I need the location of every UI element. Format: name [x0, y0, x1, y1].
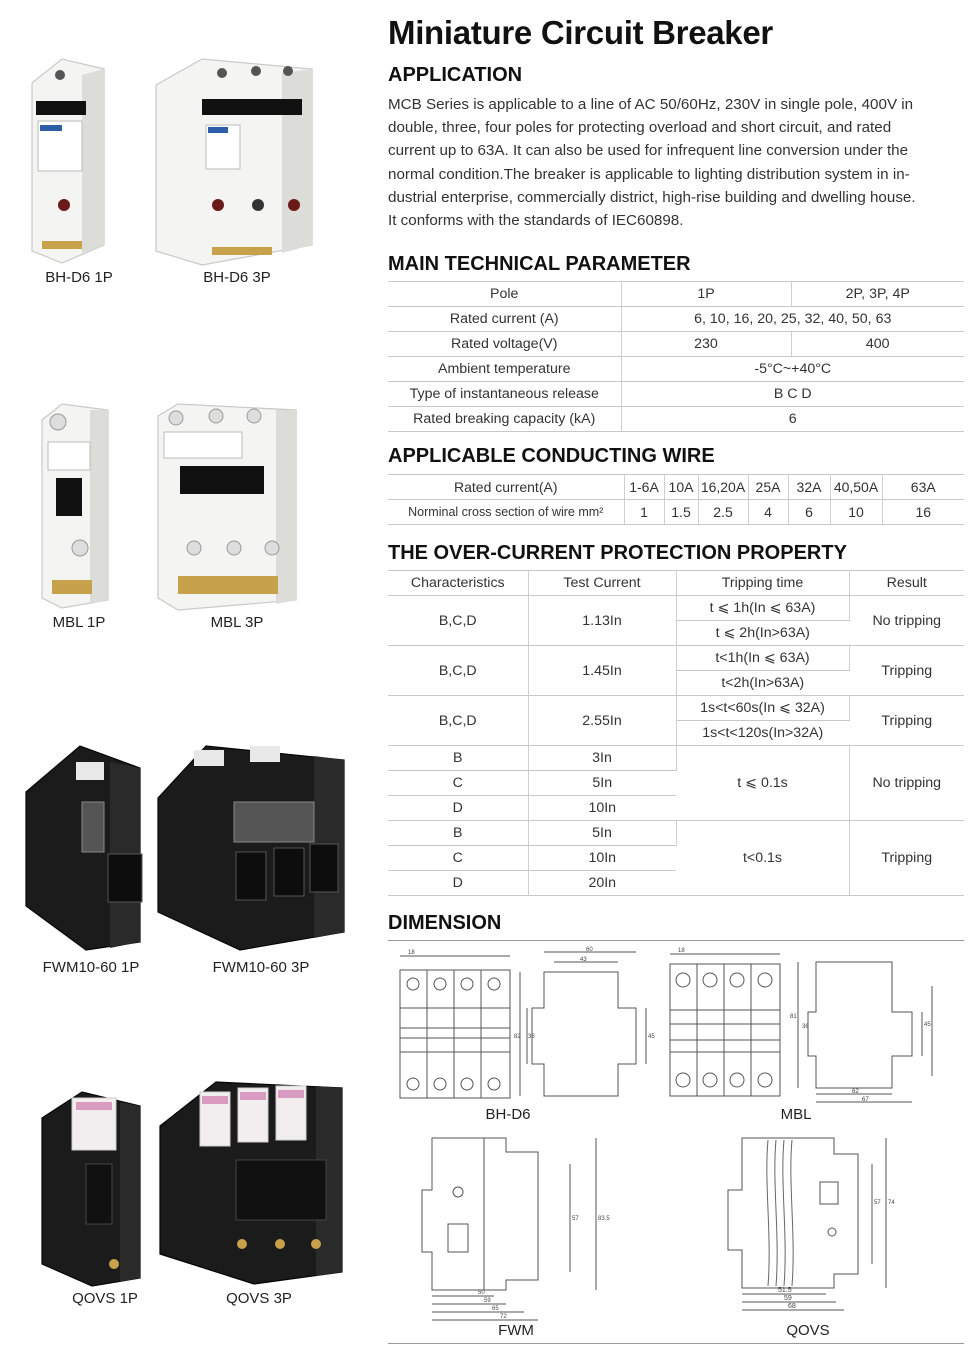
- table-cell: 400: [791, 332, 964, 357]
- table-cell: Rated current (A): [388, 307, 621, 332]
- table-cell: 32A: [788, 475, 830, 500]
- table-cell: t ⩽ 0.1s: [676, 746, 849, 821]
- table-row: [388, 382, 964, 407]
- table-cell: 230: [621, 332, 791, 357]
- table-cell: No tripping: [849, 746, 964, 821]
- table-cell: 10: [830, 500, 882, 525]
- table-cell: B,C,D: [388, 646, 528, 696]
- table-cell: B: [388, 821, 528, 846]
- dimension-value: 18: [408, 950, 415, 956]
- table-cell: Rated voltage(V): [388, 332, 621, 357]
- table-row: [388, 821, 964, 846]
- mbl-dimension-drawing: [666, 946, 948, 1106]
- bhd6-1p-caption: BH-D6 1P: [45, 269, 113, 286]
- qovs-1p-caption: QOVS 1P: [72, 1290, 138, 1307]
- table-cell: 1: [624, 500, 664, 525]
- table-cell: 1P: [621, 282, 791, 307]
- mbl-3p-caption: MBL 3P: [210, 614, 264, 631]
- qovs-dimension-caption: QOVS: [786, 1322, 830, 1339]
- table-header: Tripping time: [676, 571, 849, 596]
- table-cell: 20In: [528, 871, 676, 896]
- table-cell: t<2h(In>63A): [676, 671, 849, 696]
- application-heading: APPLICATION: [388, 64, 523, 86]
- dimension-value: 72: [500, 1314, 507, 1320]
- table-cell: Ambient temperature: [388, 357, 621, 382]
- table-cell: 5In: [528, 771, 676, 796]
- page-title: Miniature Circuit Breaker: [388, 14, 773, 51]
- dimension-value: 59: [784, 1295, 792, 1302]
- table-cell: Rated breaking capacity (kA): [388, 407, 621, 432]
- table-row: [388, 407, 964, 432]
- dimension-value: 81: [790, 1014, 797, 1020]
- table-cell: -5°C~+40°C: [621, 357, 964, 382]
- table-cell: 1.45In: [528, 646, 676, 696]
- application-line: current up to 63A. It can also be used for infrequent line conversion under the: [388, 142, 909, 160]
- table-cell: 6: [621, 407, 964, 432]
- table-row: [388, 646, 964, 671]
- table-cell: t ⩽ 1h(In ⩽ 63A): [676, 596, 849, 621]
- mbl-3p-image: [154, 400, 304, 615]
- dimension-value: 45: [648, 1034, 655, 1040]
- dimension-value: 62: [852, 1089, 859, 1095]
- table-cell: 1s<t<60s(In ⩽ 32A): [676, 696, 849, 721]
- fwm-3p-image: [154, 742, 349, 954]
- table-cell: t<0.1s: [676, 821, 849, 896]
- dimension-value: 74: [888, 1200, 895, 1206]
- table-cell: 1.13In: [528, 596, 676, 646]
- table-cell: 2P, 3P, 4P: [791, 282, 964, 307]
- bhd6-1p-image: [22, 55, 127, 270]
- table-cell: B,C,D: [388, 596, 528, 646]
- mbl-1p-image: [36, 400, 126, 612]
- dimension-heading: DIMENSION: [388, 912, 502, 934]
- fwm-3p-caption: FWM10-60 3P: [212, 959, 310, 976]
- wire-table: [388, 474, 964, 525]
- dimension-value: 83.5: [598, 1216, 610, 1222]
- table-row: [388, 746, 964, 771]
- dimension-value: 65: [492, 1306, 499, 1312]
- dimension-value: 36: [528, 1034, 535, 1040]
- table-cell: t<1h(In ⩽ 63A): [676, 646, 849, 671]
- table-cell: B C D: [621, 382, 964, 407]
- overcurrent-table: [388, 570, 964, 896]
- table-row: [388, 596, 964, 621]
- qovs-3p-caption: QOVS 3P: [226, 1290, 292, 1307]
- table-header: Test Current: [528, 571, 676, 596]
- table-cell: 2.55In: [528, 696, 676, 746]
- application-line: double, three, four poles for protecting overload and short circuit, and rated: [388, 119, 892, 137]
- dimension-value: 45: [924, 1022, 931, 1028]
- dimension-value: 50: [478, 1290, 485, 1296]
- wire-heading: APPLICABLE CONDUCTING WIRE: [388, 445, 715, 467]
- main-parameter-heading: MAIN TECHNICAL PARAMETER: [388, 253, 691, 275]
- dimension-value: 51.5: [778, 1287, 792, 1294]
- dimension-bottom-rule: [388, 1343, 964, 1344]
- table-cell: t ⩽ 2h(In>63A): [676, 621, 849, 646]
- table-cell: 10In: [528, 846, 676, 871]
- dimension-value: 59: [484, 1298, 491, 1304]
- table-cell: 16,20A: [698, 475, 748, 500]
- dimension-value: 82: [514, 1034, 521, 1040]
- table-cell: Tripping: [849, 696, 964, 746]
- table-cell: C: [388, 846, 528, 871]
- dimension-value: 67: [862, 1097, 869, 1103]
- application-line: It conforms with the standards of IEC60898.: [388, 212, 684, 230]
- bhd6-3p-image: [152, 55, 322, 270]
- bhd6-dimension-caption: BH-D6: [485, 1106, 531, 1123]
- dimension-value: 60: [586, 947, 593, 953]
- table-cell: B,C,D: [388, 696, 528, 746]
- table-cell: 40,50A: [830, 475, 882, 500]
- table-cell: Pole: [388, 282, 621, 307]
- fwm-dimension-drawing: [420, 1134, 620, 1322]
- application-text: [388, 93, 968, 232]
- application-line: MCB Series is applicable to a line of AC 50/60Hz, 230V in single pole, 400V in: [388, 96, 914, 113]
- table-cell: 1.5: [664, 500, 698, 525]
- table-cell: 5In: [528, 821, 676, 846]
- dimension-value: 57: [572, 1216, 579, 1222]
- table-cell: 2.5: [698, 500, 748, 525]
- table-cell: C: [388, 771, 528, 796]
- application-line: dustrial enterprise, commercially district, high-rise building and dwelling house.: [388, 188, 916, 206]
- dimension-value: 36: [802, 1024, 809, 1030]
- fwm-1p-image: [20, 742, 150, 952]
- table-cell: 3In: [528, 746, 676, 771]
- table-cell: 6: [788, 500, 830, 525]
- table-header: Characteristics: [388, 571, 528, 596]
- table-row: [388, 282, 964, 307]
- table-cell: D: [388, 871, 528, 896]
- qovs-3p-image: [156, 1076, 346, 1288]
- table-row: [388, 307, 964, 332]
- dimension-top-rule: [388, 940, 964, 941]
- table-cell: Type of instantaneous release: [388, 382, 621, 407]
- bhd6-dimension-drawing: [394, 946, 664, 1106]
- fwm-dimension-caption: FWM: [498, 1322, 534, 1339]
- table-row: [388, 571, 964, 596]
- qovs-1p-image: [36, 1088, 146, 1288]
- qovs-dimension-drawing: [724, 1134, 904, 1318]
- table-cell: 16: [882, 500, 964, 525]
- table-cell: B: [388, 746, 528, 771]
- table-cell: 25A: [748, 475, 788, 500]
- dimension-value: 68: [788, 1303, 796, 1310]
- table-cell: Rated current(A): [388, 475, 624, 500]
- table-cell: 10A: [664, 475, 698, 500]
- table-row: [388, 332, 964, 357]
- table-row: [388, 500, 964, 525]
- table-cell: 1-6A: [624, 475, 664, 500]
- table-cell: 6, 10, 16, 20, 25, 32, 40, 50, 63: [621, 307, 964, 332]
- application-line: normal condition.The breaker is applicable to lighting distribution system in in-: [388, 165, 910, 183]
- dimension-value: 43: [580, 957, 587, 963]
- mbl-dimension-caption: MBL: [780, 1106, 812, 1123]
- table-cell: 63A: [882, 475, 964, 500]
- table-row: [388, 475, 964, 500]
- table-cell: Tripping: [849, 821, 964, 896]
- overcurrent-heading: THE OVER-CURRENT PROTECTION PROPERTY: [388, 542, 847, 564]
- table-row: [388, 357, 964, 382]
- mbl-1p-caption: MBL 1P: [52, 614, 106, 631]
- table-cell: 10In: [528, 796, 676, 821]
- dimension-value: 18: [678, 948, 685, 954]
- table-header: Result: [849, 571, 964, 596]
- table-cell: No tripping: [849, 596, 964, 646]
- table-cell: D: [388, 796, 528, 821]
- main-parameter-table: [388, 281, 964, 432]
- table-cell: 1s<t<120s(In>32A): [676, 721, 849, 746]
- dimension-value: 57: [874, 1200, 881, 1206]
- table-cell: Norminal cross section of wire mm²: [388, 500, 624, 525]
- fwm-1p-caption: FWM10-60 1P: [42, 959, 140, 976]
- table-cell: Tripping: [849, 646, 964, 696]
- table-cell: 4: [748, 500, 788, 525]
- table-row: [388, 696, 964, 721]
- bhd6-3p-caption: BH-D6 3P: [203, 269, 271, 286]
